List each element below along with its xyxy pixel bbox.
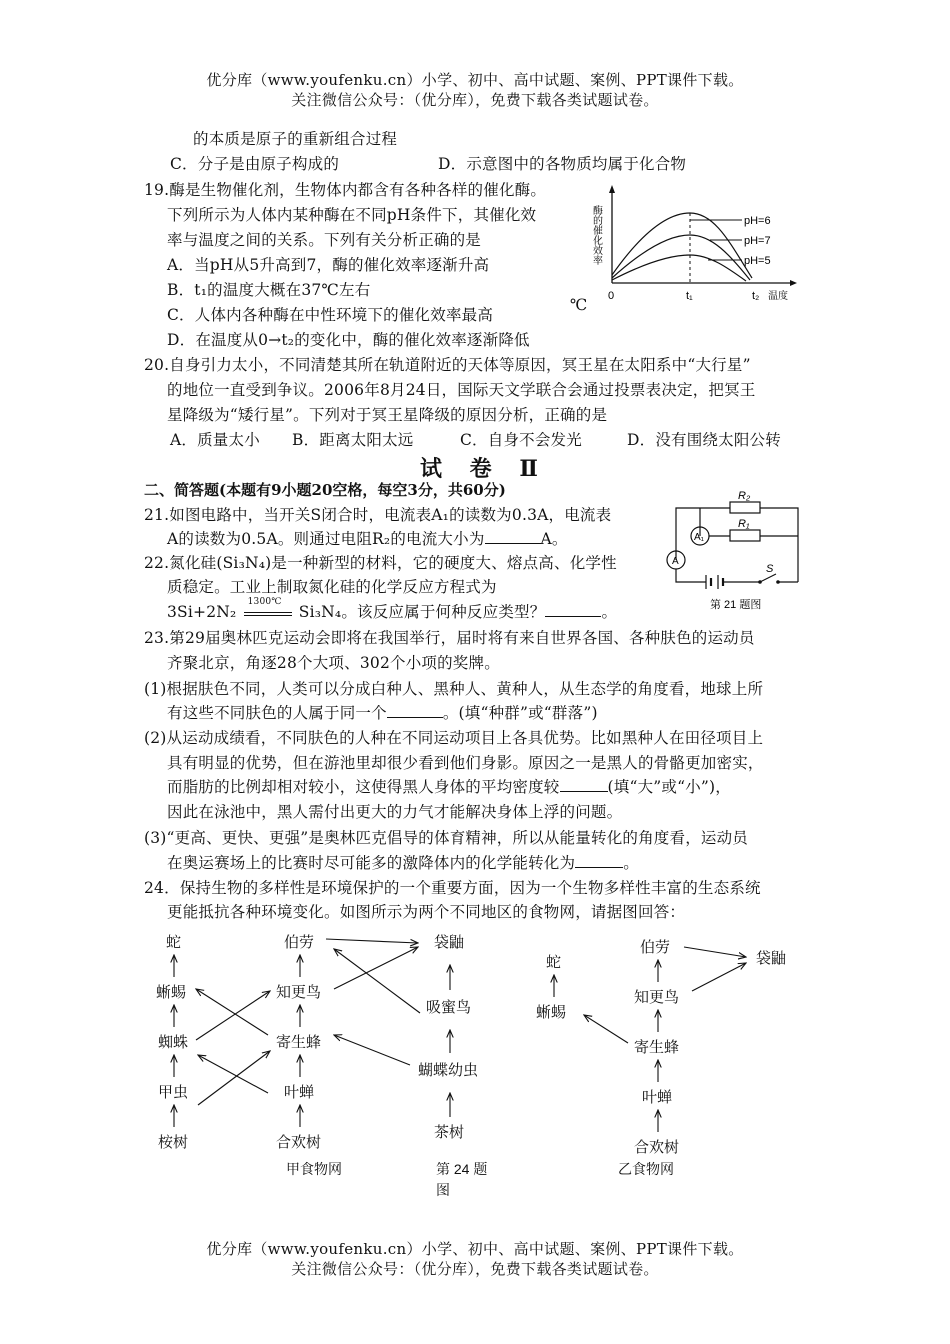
q23-part2-line4: 因此在泳池中，黑人需付出更大的力气才能解决身体上浮的问题。 [167,803,623,821]
q21-circuit-diagram [658,488,808,613]
fig24-caption-1: 第 24 题 [436,1161,488,1177]
arrow-boxer-possum [326,939,418,943]
arrow-larva-wasp [334,1035,410,1065]
webb-albizia: 合欢树 [634,1139,680,1156]
q19-stray-degree: ℃ [570,296,588,314]
chart-x-label: 温度 [768,291,788,302]
weba-wasp: 寄生蜂 [276,1034,322,1051]
q23-part2-line1: (2)从运动成绩看，不同肤色的人种在不同运动项目上各具优势。比如黑种人在田径项目上 [144,729,764,747]
section-two-title: 二、简答题(本题有9小题20空格，每空3分，共60分) [144,481,506,499]
q19-option-c: C．人体内各种酶在中性环境下的催化效率最高 [167,306,494,324]
circuit-wire-bottom-left [676,569,706,582]
q22-eq-line-bottom [244,615,292,616]
q23-part1-blank[interactable] [387,703,443,718]
q23-stem-2: 齐聚北京，角逐28个大项、302个小项的奖牌。 [167,654,500,672]
q22-eq-arrow [242,597,294,620]
chart-tick-t1: t₁ [686,290,693,302]
arrow-honeyeater-boxer [334,949,420,1013]
q24-stem-2: 更能抵抗各种环境变化。如图所示为两个不同地区的食物网，请据图回答： [167,903,686,921]
arrow-webb-robin-possum [692,963,746,991]
arrow-wasp-lizard [196,989,268,1035]
arrow-webb-wasp-lizard [584,1015,628,1043]
q18-option-c: C．分子是由原子构成的 [170,155,340,173]
webb-wasp: 寄生蜂 [634,1039,680,1056]
q20-option-d: D．没有围绕太阳公转 [627,431,781,449]
q22-stem-3-end: 。 [601,603,618,621]
weba-eucalyptus: 桉树 [158,1134,189,1151]
q22-stem-2: 质稳定。工业上制取氮化硅的化学反应方程式为 [167,578,497,596]
q19-option-b: B．t₁的温度大概在37℃左右 [167,281,371,299]
q21-answer-blank[interactable] [485,529,541,544]
q21-stem-2 [167,527,568,549]
q23-part2-blank[interactable] [560,777,608,792]
weba-beetle: 甲虫 [158,1084,189,1101]
q20-stem-2: 的地位一直受到争议。2006年8月24日，国际天文学联合会通过投票表决定，把冥王 [167,381,756,399]
q23-part1-line2 [167,701,598,723]
webb-caption: 乙食物网 [618,1161,674,1177]
weba-robin: 知更鸟 [276,984,322,1001]
q23-part2-line3 [167,775,731,797]
arrow-webb-boxer-possum [684,947,746,957]
arrow-robin-possum [334,947,418,989]
q18-option-d: D．示意图中的各物质均属于化合物 [438,155,687,173]
header-line-1: 优分库（www.youfenku.cn）小学、初中、高中试题、案例、PPT课件下载。 [206,71,744,89]
q19-option-d: D．在温度从0→t₂的变化中，酶的催化效率逐渐降低 [167,331,530,349]
footer-line-2: 关注微信公众号：（优分库），免费下载各类试题试卷。 [291,1260,659,1278]
webb-boxer: 伯劳 [640,939,671,956]
arrow-beetle-wasp [198,1051,270,1105]
q22-eq-line-top [244,612,292,613]
header-line-2: 关注微信公众号：（优分库），免费下载各类试题试卷。 [291,91,659,109]
q23-part1-hint: 。(填“种群”或“群落”) [442,704,598,722]
q19-option-a: A．当pH从5升高到7，酶的催化效率逐渐升高 [167,256,490,274]
q22-eq-condition: 1300℃ [247,597,282,607]
part-two-title: 试 卷 Ⅱ [420,456,548,482]
q23-part3-line2 [167,851,639,873]
q23-part2-text: 而脂肪的比例却相对较小，这使得黑人身体的平均密度较 [167,778,560,796]
chart-label-ph7: pH=7 [744,235,771,247]
q22-eq-left: 3Si+2N₂ [167,603,237,621]
q23-stem-1: 23.第29届奥林匹克运动会即将在我国举行，届时将有来自世界各国、各种肤色的运动员 [144,629,755,647]
q23-part3-line1: (3)“更高、更快、更强”是奥林匹克倡导的体育精神，所以从能量转化的角度看，运动员 [144,829,749,847]
q21-stem-1: 21.如图电路中，当开关S闭合时，电流表A₁的读数为0.3A，电流表 [144,506,612,524]
label-s: S [766,563,774,575]
webb-robin: 知更鸟 [634,989,680,1006]
q23-part3-text: 在奥运赛场上的比赛时尽可能多的激降体内的化学能转化为 [167,854,576,872]
q23-part2-hint: (填“大”或“小”)， [607,778,732,796]
weba-lizard: 蜥蜴 [156,984,187,1001]
chart-curve-ph5 [612,255,746,281]
arrow-spider-robin [196,991,270,1040]
q24-stem-1: 24．保持生物的多样性是环境保护的一个重要方面，因为一个生物多样性丰富的生态系统 [144,879,761,897]
q24-food-web-figure [140,925,820,1200]
label-a1: A₁ [694,532,705,543]
chart-tick-t2: t₂ [752,290,760,302]
weba-tea: 茶树 [434,1124,465,1141]
q22-stem-1: 22.氮化硅(Si₃N₄)是一种新型的材料，它的硬度大、熔点高、化学性 [144,554,617,572]
chart-y-label: 酶的催化效率 [590,205,602,265]
switch-s-lever [760,574,776,582]
weba-honeyeater: 吸蜜鸟 [426,999,472,1016]
q21-stem-2-text: A的读数为0.5A。则通过电阻R₂的电流大小为 [167,530,485,548]
fig24-caption-2: 图 [436,1182,450,1198]
q23-part2-line2: 具有明显的优势，但在游池里却很少看到他们身影。原因之一是黑人的骨骼更加密实， [167,754,764,772]
chart-y-arrow [609,185,615,193]
label-a: A [672,556,679,567]
q23-part1-line1: (1)根据肤色不同，人类可以分成白种人、黑种人、黄种人，从生态学的角度看，地球上所 [144,680,764,698]
circuit-caption: 第 21 题图 [710,599,762,611]
q20-stem-1: 20.自身引力太小，不同清楚其所在轨道附近的天体等原因，冥王星在太阳系中“大行星” [144,356,751,374]
webb-snake: 蛇 [546,954,562,971]
q22-answer-blank[interactable] [545,602,601,617]
webb-possum: 袋鼬 [756,950,787,967]
weba-caption: 甲食物网 [286,1161,342,1177]
q19-enzyme-chart [590,183,800,308]
weba-snake: 蛇 [166,934,182,951]
q22-stem-3: 。该反应属于何种反应类型？ [341,603,546,621]
q20-option-a: A．质量太小 [170,431,260,449]
weba-spider: 蜘蛛 [158,1034,189,1051]
q20-stem-3: 星降级为“矮行星”。下列对于冥王星降级的原因分析，正确的是 [167,406,608,424]
label-r2: R₂ [738,490,751,502]
webb-cicada: 叶蝉 [642,1089,673,1106]
resistor-r1 [730,530,760,541]
weba-cicada: 叶蝉 [284,1084,315,1101]
chart-curve-ph6 [612,213,752,278]
q23-part3-end: 。 [623,854,639,872]
weba-albizia: 合欢树 [276,1134,322,1151]
q22-equation [167,597,618,622]
switch-s-contact [776,580,780,584]
chart-x-arrow [790,280,797,286]
footer-line-1: 优分库（www.youfenku.cn）小学、初中、高中试题、案例、PPT课件下载。 [206,1240,744,1258]
chart-origin: 0 [608,290,615,302]
q19-stem-1: 19.酶是生物催化剂，生物体内都含有各种各样的催化酶。 [144,181,547,199]
switch-s-pivot [758,580,762,584]
q19-stem-3: 率与温度之间的关系。下列有关分析正确的是 [167,231,482,249]
q18-continuation: 的本质是原子的重新组合过程 [193,130,398,148]
q22-eq-right: Si₃N₄ [298,603,342,621]
weba-larva: 蝴蝶幼虫 [418,1062,479,1079]
webb-lizard: 蜥蜴 [536,1004,567,1021]
q20-option-b: B．距离太阳太远 [292,431,414,449]
resistor-r2 [730,502,760,513]
q23-part3-blank[interactable] [575,853,623,868]
q23-part1-text: 有这些不同肤色的人属于同一个 [167,704,387,722]
weba-boxer: 伯劳 [284,934,315,951]
chart-label-ph5: pH=5 [744,255,771,267]
label-r1: R₁ [738,518,750,530]
q19-stem-2: 下列所示为人体内某种酶在不同pH条件下，其催化效 [167,206,537,224]
weba-possum: 袋鼬 [434,934,465,951]
chart-label-ph6: pH=6 [744,215,771,227]
q21-stem-2-unit: A。 [540,530,568,548]
q20-option-c: C．自身不会发光 [460,431,582,449]
